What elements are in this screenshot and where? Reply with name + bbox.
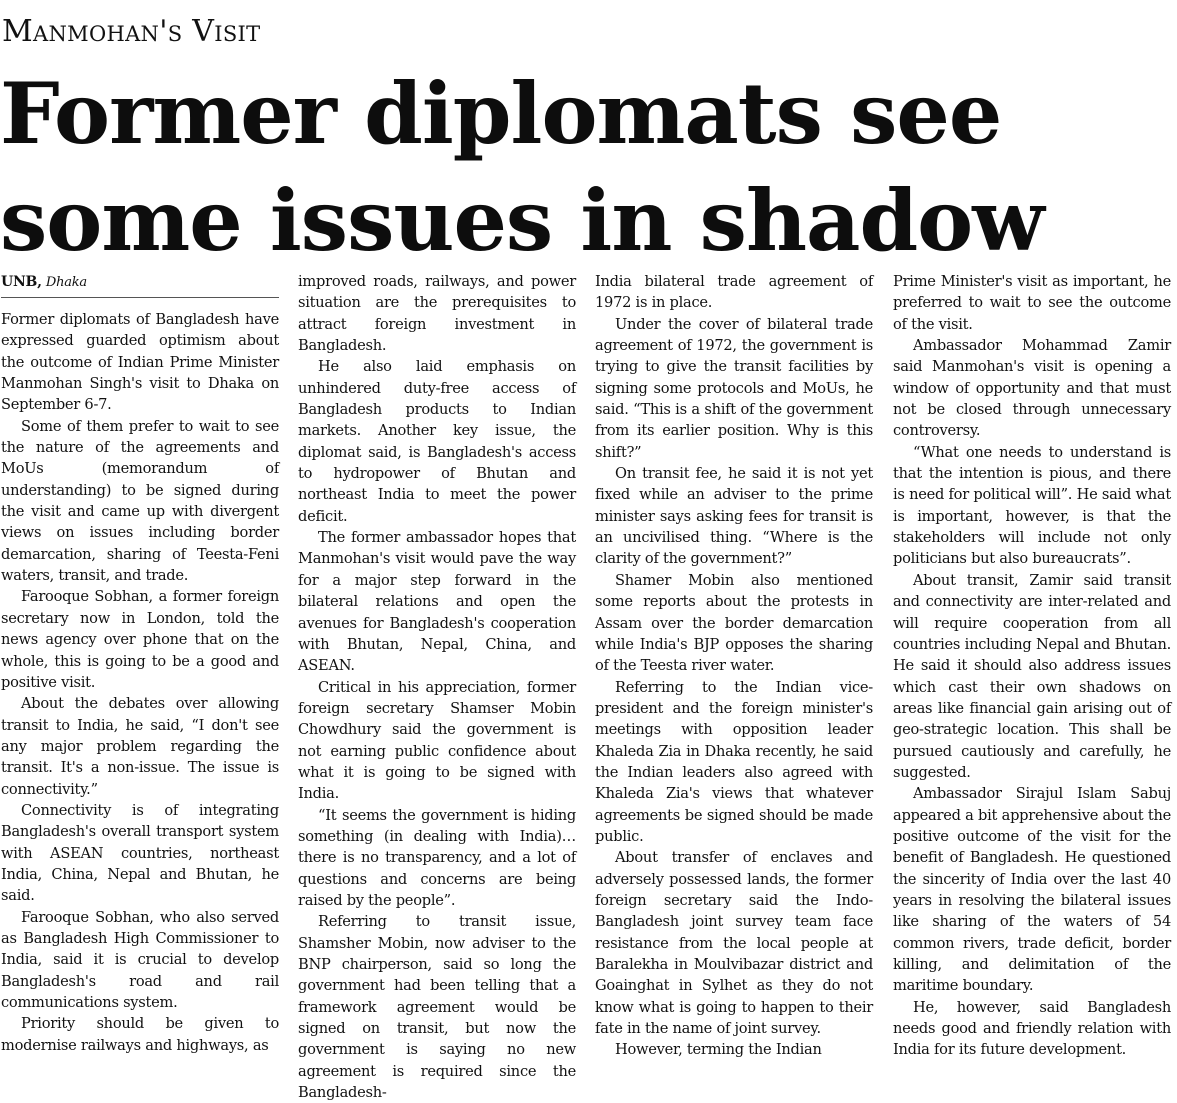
paragraph: On transit fee, he said it is not yet fixed while an adviser to the prime minister says asking fees for transit is an uncivilised thing. “Where is the clarity of the government?” [595, 465, 873, 568]
paragraph: Farooque Sobhan, who also served as Bangladesh High Commissioner to India, said it is crucial to develop Bangladesh's road and rail communications system. [1, 908, 279, 1011]
article-column-1 [1, 271, 279, 1061]
paragraph: Under the cover of bilateral trade agreement of 1972, the government is trying to give the transit facilities by signing some protocols and MoUs, he said. “This is a shift of the government from its earlier position. Why is this shift?” [595, 315, 873, 461]
paragraph: Some of them prefer to wait to see the nature of the agreements and MoUs (memorandum of understanding) to be signed during the visit and came up with divergent views on issues including border demarcation, sharing of Teesta-Feni waters, transit, and trade. [1, 417, 279, 585]
article-column-2 [298, 271, 576, 1102]
paragraph: Ambassador Mohammad Zamir said Manmohan's visit is opening a window of opportunity and that must not be closed through unnecessary controversy. [893, 337, 1171, 440]
paragraph: “It seems the government is hiding something (in dealing with India)…there is no transparency, and a lot of questions and concerns are being raised by the people”. [298, 806, 576, 909]
byline-place: Dhaka [45, 275, 87, 290]
paragraph: He also laid emphasis on unhindered duty-free access of Bangladesh products to Indian markets. Another key issue, the diplomat said, is Bangladesh's access to hydropower of Bhutan and northeast India to meet the power deficit. [298, 358, 576, 525]
byline-agency: UNB, [1, 274, 42, 290]
byline [1, 271, 279, 298]
paragraph: Ambassador Sirajul Islam Sabuj appeared a bit apprehensive about the positive outcome of the visit for the benefit of Bangladesh. He questioned the sincerity of India over the last 40 years in resolving the bilateral issues like sharing of the waters of 54 common rivers, trade deficit, border killing, and delimitation of the maritime boundary. [893, 785, 1171, 995]
paragraph: About transit, Zamir said transit and connectivity are inter-related and will require cooperation from all countries including Nepal and Bhutan. He said it should also address issues which cast their own shadows on areas like financial gain arising out of geo-strategic location. This shall be pursued cautiously and carefully, he suggested. [893, 571, 1171, 781]
paragraph: He, however, said Bangladesh needs good and friendly relation with India for its future development. [893, 998, 1171, 1059]
paragraph: Connectivity is of integrating Bangladesh's overall transport system with ASEAN countries, northeast India, China, Nepal and Bhutan, he said. [1, 801, 279, 905]
paragraph: Former diplomats of Bangladesh have expressed guarded optimism about the outcome of Indian Prime Minister Manmohan Singh's visit to Dhaka on September 6-7. [1, 311, 279, 414]
paragraph: Shamer Mobin also mentioned some reports about the protests in Assam over the border demarcation while India's BJP opposes the sharing of the Teesta river water. [595, 571, 873, 675]
article-headline: Former diplomats see some issues in shadow [0, 64, 1044, 270]
article-column-3 [595, 271, 873, 1061]
paragraph: Prime Minister's visit as important, he preferred to wait to see the outcome of the visit. [893, 273, 1171, 333]
paragraph: About the debates over allowing transit to India, he said, “I don't see any major problem regarding the transit. It's a non-issue. The issue is connectivity.” [1, 695, 279, 798]
paragraph: The former ambassador hopes that Manmohan's visit would pave the way for a major step forward in the bilateral relations and open the avenues for Bangladesh's cooperation with Bhutan, Nepal, China, and ASEAN. [298, 529, 576, 675]
paragraph: India bilateral trade agreement of 1972 is in place. [595, 273, 873, 312]
article-column-4 [893, 271, 1171, 1061]
paragraph: About transfer of enclaves and adversely possessed lands, the former foreign secretary said the Indo-Bangladesh joint survey team face resistance from the local people at Baralekha in Moulvibazar district and Goainghat in Sylhet as they do not know what is going to happen to their fate in the name of joint survey. [595, 849, 873, 1038]
paragraph: Referring to the Indian vice-president and the foreign minister's meetings with opposition leader Khaleda Zia in Dhaka recently, he said the Indian leaders also agreed with Khaleda Zia's views that whatever agreements be signed should be made public. [595, 678, 873, 845]
paragraph: “What one needs to understand is that the intention is pious, and there is need for political will”. He said what is important, however, is that the stakeholders will include not only politicians but also bureaucrats”. [893, 443, 1171, 568]
paragraph: Referring to transit issue, Shamsher Mobin, now adviser to the BNP chairperson, said so long the government had been telling that a framework agreement would be signed on transit, but now the government is saying no new agreement is required since the Bangladesh- [298, 913, 576, 1102]
article-kicker: Manmohan's Visit [2, 14, 261, 49]
paragraph: However, terming the Indian [615, 1041, 822, 1059]
paragraph: Critical in his appreciation, former foreign secretary Shamser Mobin Chowdhury said the government is not earning public confidence about what it is going to be signed with India. [298, 678, 576, 803]
paragraph: Farooque Sobhan, a former foreign secretary now in London, told the news agency over phone that on the whole, this is going to be a good and positive visit. [1, 588, 279, 691]
paragraph: improved roads, railways, and power situation are the prerequisites to attract foreign investment in Bangladesh. [298, 273, 576, 355]
paragraph: Priority should be given to modernise railways and highways, as [1, 1015, 279, 1054]
